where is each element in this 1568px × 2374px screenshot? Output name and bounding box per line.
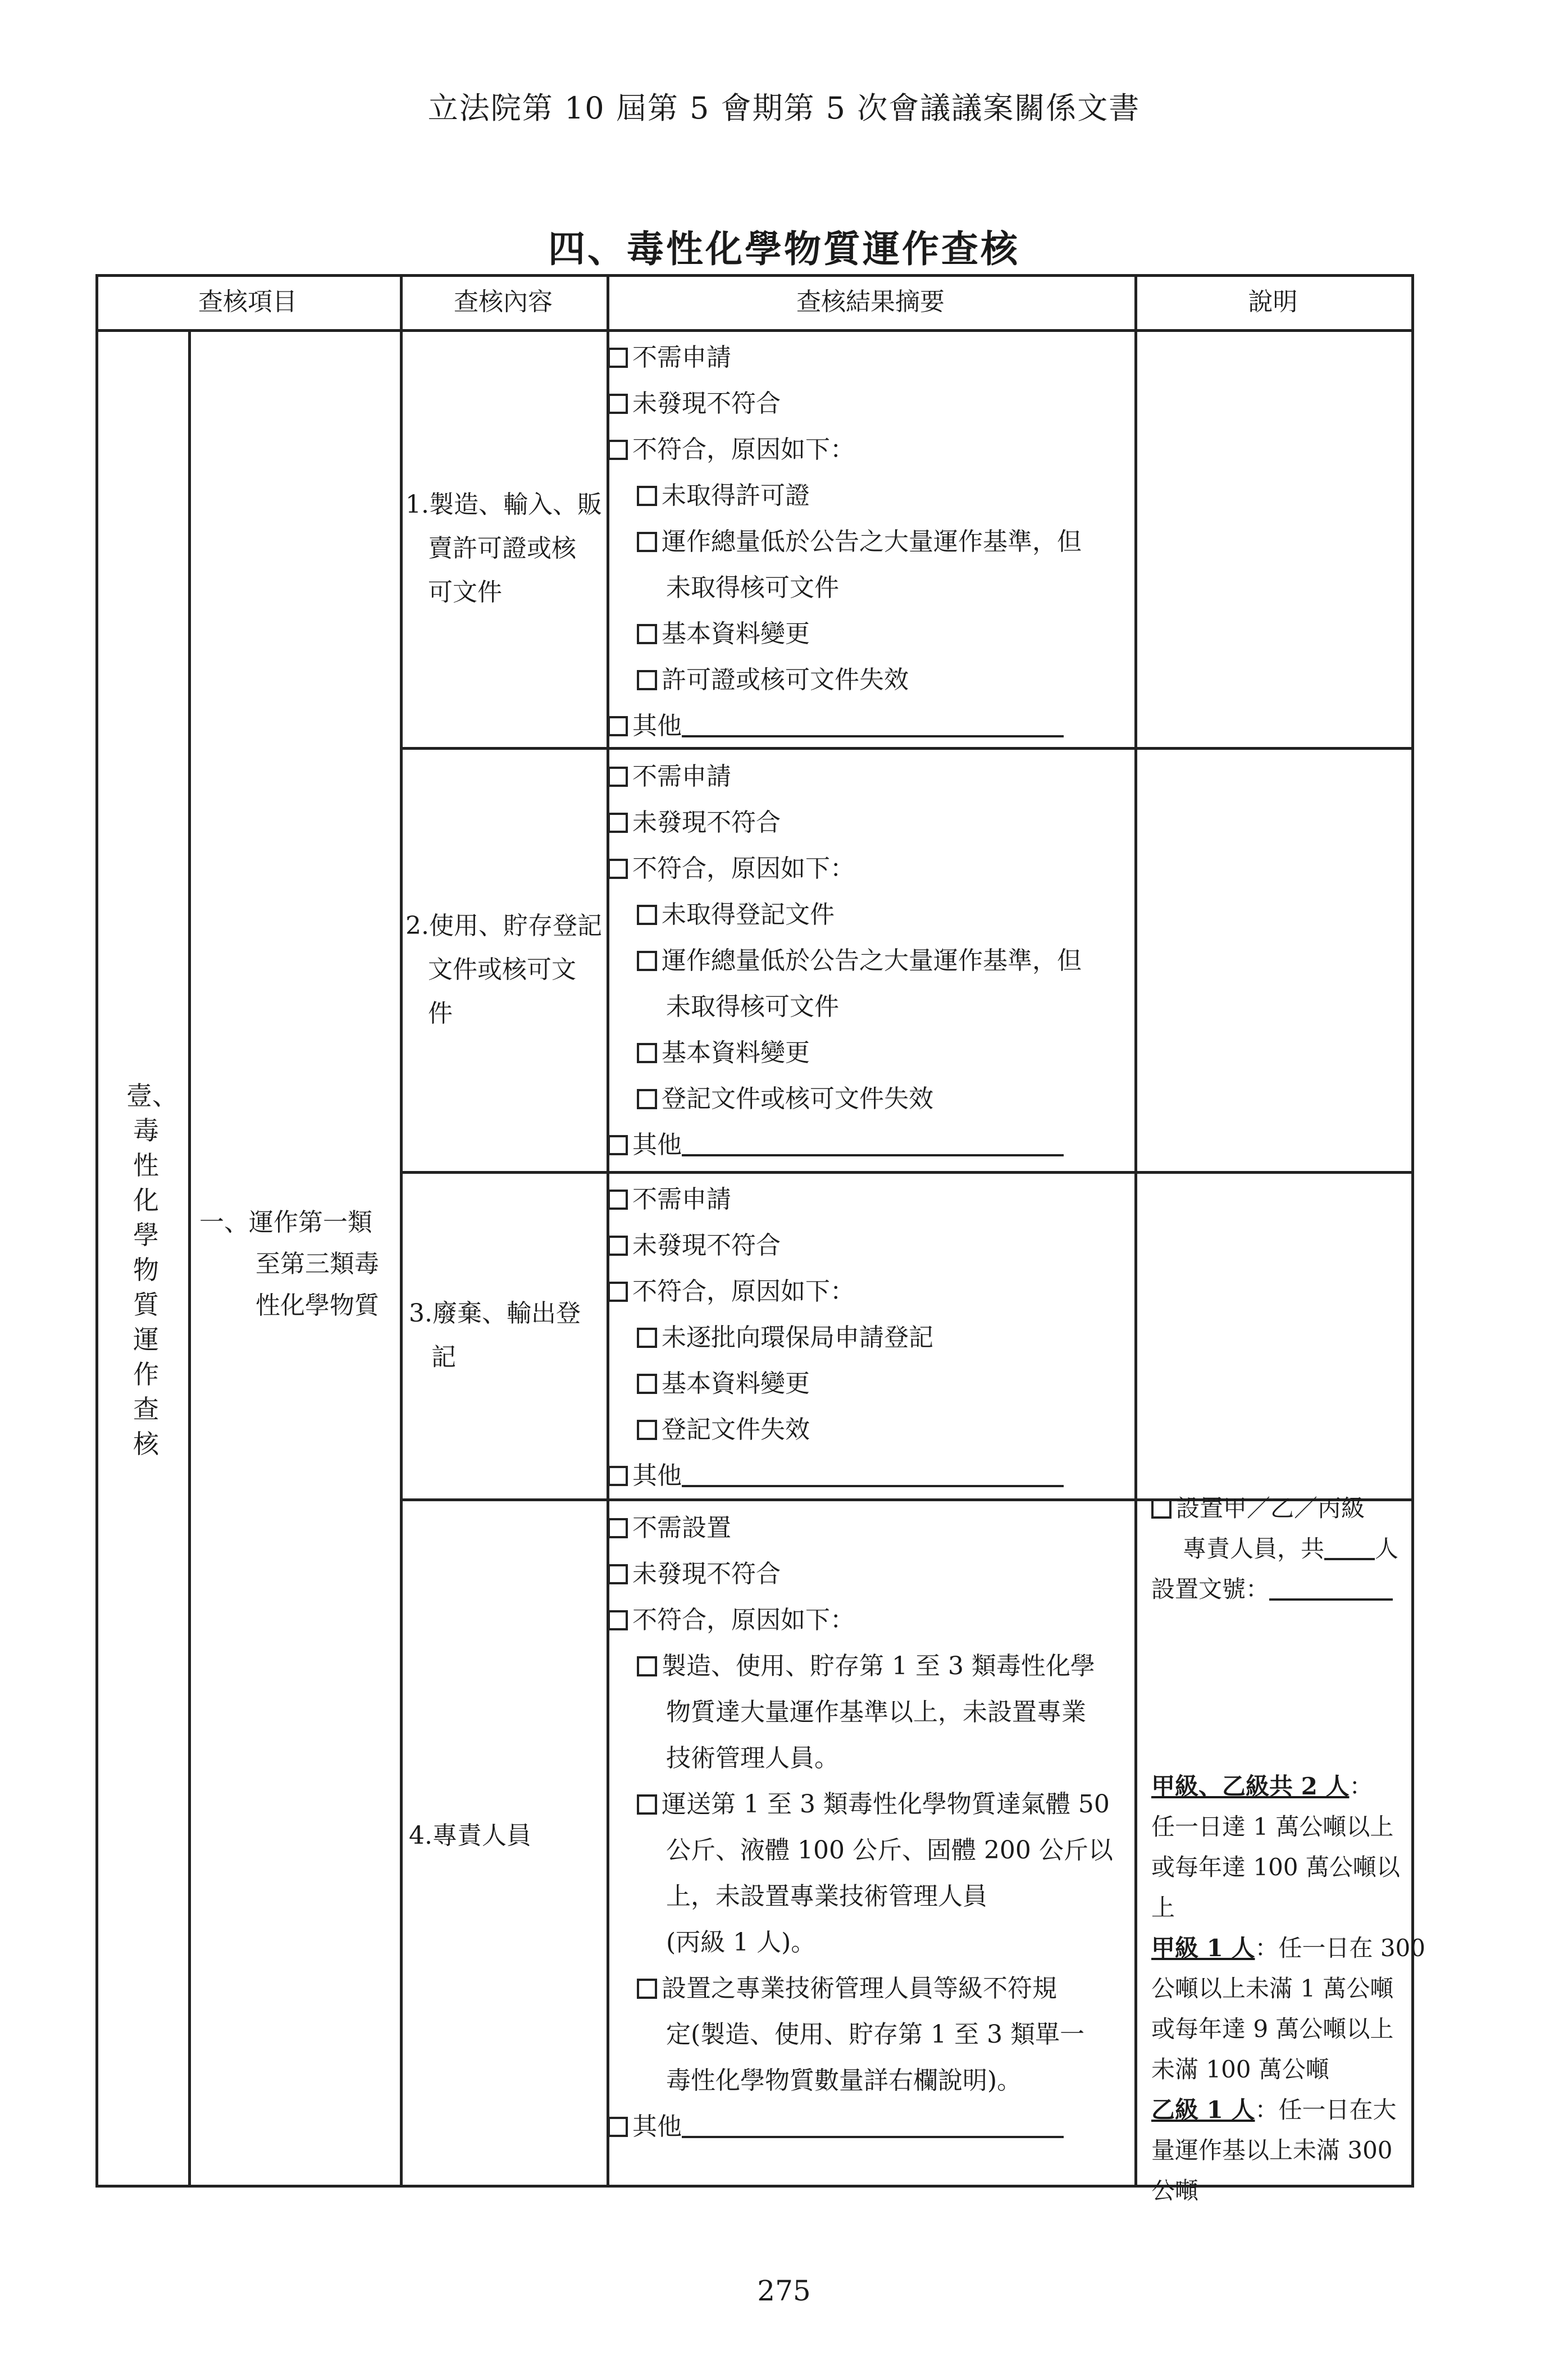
checkbox[interactable] (637, 1420, 657, 1440)
note-text: 設置文號： (1151, 1575, 1270, 1603)
result-text: 上，未設置專業技術管理人員 (666, 1882, 987, 1911)
grade-a: 甲級 1 人 (1151, 1934, 1255, 1962)
note-line: 未滿 100 萬公噸 (1151, 2056, 1329, 2083)
checkbox[interactable] (608, 440, 628, 460)
result-line (637, 657, 909, 703)
result-line (637, 611, 810, 657)
result-line (637, 1076, 933, 1122)
row4-note-grades (1151, 1766, 1425, 2211)
checkbox[interactable] (637, 1089, 657, 1109)
note-line: 公噸 (1151, 2177, 1199, 2204)
note-line: 量運作基以上未滿 300 (1151, 2136, 1393, 2164)
content-line: 賣許可證或核 (428, 534, 576, 563)
result-text: 未取得許可證 (662, 481, 810, 510)
result-text: 未發現不符合 (632, 1231, 781, 1260)
category-sub-line: 性化學物質 (256, 1291, 379, 1320)
note-text: ：任一日在 300 (1255, 1934, 1425, 1962)
result-text: 定(製造、使用、貯存第 1 至 3 類單一 (666, 2020, 1085, 2049)
result-line (608, 1269, 855, 1315)
result-line (608, 427, 855, 473)
result-text: 許可證或核可文件失效 (662, 666, 909, 694)
result-text: 未取得登記文件 (662, 900, 835, 929)
result-line (608, 846, 855, 892)
note-line: 公噸以上未滿 1 萬公噸 (1151, 1975, 1394, 2002)
result-line (666, 984, 839, 1030)
category-sub (199, 1202, 379, 1327)
result-text: 不符合，原因如下： (632, 435, 855, 464)
result-line (637, 519, 1082, 565)
result-text: 不符合，原因如下： (632, 854, 855, 883)
grade-b: 乙級 1 人 (1151, 2096, 1255, 2124)
checkbox[interactable] (608, 859, 628, 879)
result-text: 未發現不符合 (632, 808, 781, 837)
result-line (608, 1505, 731, 1551)
result-text: 其他 (632, 1461, 682, 1490)
checkbox[interactable] (608, 716, 628, 736)
result-text: 運作總量低於公告之大量運作基準，但 (662, 527, 1082, 556)
column-header-note: 說明 (1248, 288, 1298, 316)
checkbox[interactable] (637, 532, 657, 552)
content-line: 可文件 (428, 578, 502, 607)
checkbox[interactable] (608, 1135, 628, 1155)
result-line (666, 2012, 1084, 2058)
note-text: 設置甲／乙／丙級 (1176, 1494, 1365, 1522)
page-header: 立法院第 10 屆第 5 會期第 5 次會議議案關係文書 (427, 90, 1141, 126)
checkbox[interactable] (637, 486, 657, 506)
column-header-item: 查核項目 (198, 288, 297, 316)
result-text: 未取得核可文件 (666, 573, 839, 602)
result-line (608, 703, 1064, 749)
column-header-content: 查核內容 (454, 288, 553, 316)
result-line (666, 1828, 1113, 1874)
note-line: 上 (1151, 1894, 1175, 1921)
note-line: 或每年達 100 萬公噸以 (1151, 1853, 1400, 1881)
page-number: 275 (757, 2275, 811, 2307)
content-line: 件 (428, 999, 453, 1028)
row2-content (405, 904, 602, 1036)
result-text: 未發現不符合 (632, 389, 781, 418)
result-text: 不需設置 (632, 1514, 731, 1542)
content-line: 記 (431, 1343, 456, 1371)
result-line (637, 473, 810, 519)
note-line (1151, 1928, 1425, 1969)
result-text: 登記文件或核可文件失效 (662, 1085, 933, 1113)
result-text: 不符合，原因如下： (632, 1277, 855, 1306)
checkbox[interactable] (637, 670, 657, 690)
result-line (666, 1735, 839, 1781)
checkbox[interactable] (608, 2117, 628, 2137)
note-line (1151, 1488, 1398, 1529)
result-line (637, 1643, 1095, 1689)
note-line (1151, 2090, 1425, 2130)
note-checkbox[interactable] (1151, 1498, 1172, 1519)
result-text: (丙級 1 人)。 (666, 1928, 816, 1957)
result-text: 登記文件失效 (662, 1415, 810, 1444)
other-blank[interactable] (682, 713, 1064, 737)
content-line: 文件或核可文 (428, 955, 576, 984)
note-line (1151, 1569, 1398, 1610)
result-text: 設置之專業技術管理人員等級不符規 (662, 1974, 1057, 2003)
content-line: 4.專責人員 (409, 1821, 531, 1850)
note-text: 人 (1375, 1535, 1399, 1562)
result-line (608, 335, 731, 381)
result-line (637, 892, 835, 938)
checkbox[interactable] (637, 1656, 657, 1676)
result-line (608, 2104, 1064, 2150)
content-line: 1.製造、輸入、販 (405, 490, 602, 519)
result-line (637, 1781, 1110, 1828)
note-line: 或每年達 9 萬公噸以上 (1151, 2015, 1394, 2043)
category-sub-line: 至第三類毒 (256, 1250, 379, 1278)
note-blank[interactable] (1269, 1576, 1393, 1601)
result-line (637, 1315, 933, 1361)
checkbox[interactable] (608, 1466, 628, 1486)
checkbox[interactable] (608, 1610, 628, 1630)
grade-ab: 甲級、乙級共 2 人 (1151, 1772, 1350, 1800)
checkbox[interactable] (608, 1190, 628, 1210)
category-main: 壹、毒性化學物質運作查核 (126, 1081, 178, 1459)
checkbox[interactable] (608, 348, 628, 368)
checkbox[interactable] (637, 951, 657, 971)
result-line (608, 1122, 1064, 1168)
checkbox[interactable] (608, 394, 628, 414)
result-text: 製造、使用、貯存第 1 至 3 類毒性化學 (662, 1652, 1095, 1680)
checkbox[interactable] (637, 1043, 657, 1063)
checkbox[interactable] (637, 1979, 657, 1999)
result-line (637, 1407, 810, 1453)
note-line: 任一日達 1 萬公噸以上 (1151, 1813, 1394, 1840)
column-header-result: 查核結果摘要 (796, 288, 945, 316)
result-line (608, 754, 731, 800)
row4-note (1151, 1488, 1398, 1610)
checkbox[interactable] (637, 905, 657, 925)
checkbox[interactable] (608, 767, 628, 787)
result-line (666, 565, 839, 611)
result-line (608, 1223, 781, 1269)
checkbox[interactable] (637, 1794, 657, 1815)
checkbox[interactable] (608, 1236, 628, 1256)
row1-content (405, 483, 602, 614)
checkbox[interactable] (608, 1518, 628, 1538)
result-line (666, 1874, 987, 1920)
result-text: 基本資料變更 (662, 1038, 810, 1067)
result-text: 不需申請 (632, 343, 731, 372)
result-line (637, 938, 1082, 984)
content-line: 3.廢棄、輸出登 (409, 1299, 581, 1328)
result-text: 物質達大量運作基準以上，未設置專業 (666, 1698, 1086, 1726)
result-text: 運作總量低於公告之大量運作基準，但 (662, 946, 1082, 975)
result-text: 其他 (632, 712, 682, 740)
result-text: 不需申請 (632, 762, 731, 791)
note-line (1151, 1529, 1398, 1569)
result-line (666, 2058, 1022, 2104)
section-title: 四、毒性化學物質運作查核 (548, 227, 1020, 271)
row3-content (409, 1292, 581, 1379)
checkbox[interactable] (637, 1328, 657, 1348)
result-line (666, 1689, 1086, 1735)
result-text: 毒性化學物質數量詳右欄說明)。 (666, 2066, 1022, 2095)
result-text: 其他 (632, 1131, 682, 1159)
result-line (637, 1361, 810, 1407)
note-text: 專責人員，共 (1183, 1535, 1325, 1562)
other-blank[interactable] (682, 2113, 1064, 2138)
result-line (637, 1030, 810, 1076)
checkbox[interactable] (637, 624, 657, 644)
result-text: 不需申請 (632, 1185, 731, 1214)
result-line (637, 1966, 1057, 2012)
result-text: 未取得核可文件 (666, 992, 839, 1021)
checkbox[interactable] (608, 813, 628, 833)
checkbox[interactable] (608, 1282, 628, 1302)
result-line (608, 1177, 731, 1223)
result-text: 運送第 1 至 3 類毒性化學物質達氣體 50 (662, 1790, 1110, 1819)
note-text: ：任一日在大 (1255, 2096, 1397, 2124)
result-line (608, 1453, 1064, 1499)
category-sub-line: 一、運作第一類 (199, 1208, 372, 1237)
result-text: 基本資料變更 (662, 1369, 810, 1398)
checkbox[interactable] (637, 1374, 657, 1394)
other-blank[interactable] (682, 1462, 1064, 1487)
result-line (666, 1920, 815, 1966)
note-blank[interactable] (1324, 1535, 1375, 1560)
result-line (608, 800, 781, 846)
result-line (608, 1597, 855, 1643)
row4-content (409, 1814, 531, 1858)
checkbox[interactable] (608, 1564, 628, 1584)
result-text: 公斤、液體 100 公斤、固體 200 公斤以 (666, 1836, 1113, 1865)
other-blank[interactable] (682, 1132, 1064, 1156)
note-line (1151, 1766, 1425, 1807)
content-line: 2.使用、貯存登記 (405, 912, 602, 940)
result-text: 技術管理人員。 (666, 1744, 839, 1772)
note-text: ： (1349, 1772, 1373, 1800)
result-text: 基本資料變更 (662, 619, 810, 648)
result-line (608, 1551, 781, 1597)
result-line (608, 381, 781, 427)
result-text: 未逐批向環保局申請登記 (662, 1323, 933, 1352)
result-text: 未發現不符合 (632, 1560, 781, 1588)
result-text: 不符合，原因如下： (632, 1606, 855, 1634)
result-text: 其他 (632, 2112, 682, 2141)
